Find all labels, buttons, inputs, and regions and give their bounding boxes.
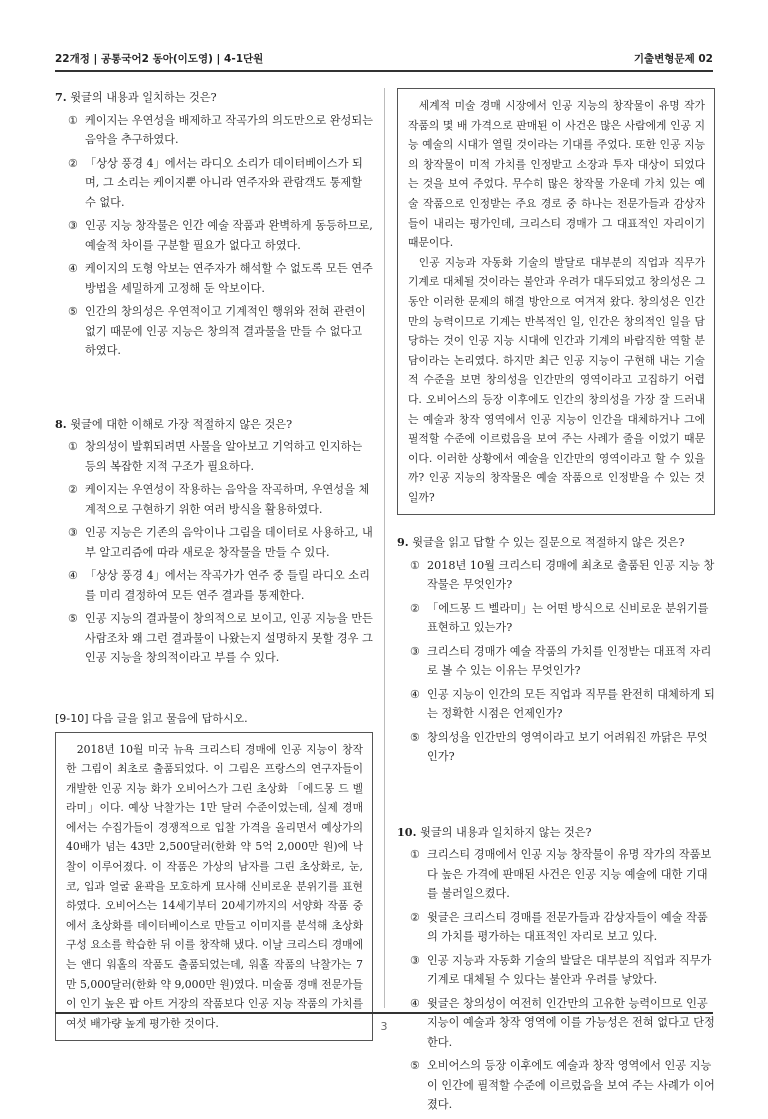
- option-2[interactable]: ② 케이지는 우연성이 작용하는 음악을 작곡하며, 우연성을 체계적으로 구현하기 위한 여러 방식을 활용하였다.: [68, 483, 370, 516]
- question-number: 9.: [397, 535, 409, 550]
- section-title: [9-10] 다음 글을 읽고 물음에 답하시오.: [55, 711, 248, 725]
- passage-section: [55, 710, 373, 1042]
- passage-box-left: [55, 732, 373, 1042]
- question-number: 10.: [397, 824, 417, 839]
- option-5[interactable]: ⑤ 인공 지능의 결과물이 창의적으로 보이고, 인공 지능을 만든 사람조차 왜 그런 결과물이 나왔는지 설명하지 못할 경우 그 인공 지능을 창의적이라고 부를 수 있다.: [68, 612, 373, 664]
- option-4[interactable]: ④ 케이지의 도형 악보는 연주자가 해석할 수 없도록 모든 연주 방법을 세밀하게 고정해 둔 악보이다.: [68, 262, 373, 295]
- left-column: [55, 88, 373, 1041]
- footer-rule: [55, 1012, 713, 1014]
- header-rule: [55, 70, 713, 72]
- option-3[interactable]: ③ 인공 지능 창작물은 인간 예술 작품과 완벽하게 동등하므로, 예술적 차이를 구분할 필요가 없다고 하였다.: [68, 219, 373, 252]
- option-5[interactable]: ⑤ 창의성을 인간만의 영역이라고 보기 어려워진 까닭은 무엇인가?: [410, 730, 708, 764]
- option-1[interactable]: ① 2018년 10월 크리스티 경매에 최초로 출품된 인공 지능 창작물은 무엇인가?: [410, 558, 715, 592]
- question-9: [397, 533, 715, 767]
- option-1[interactable]: ① 케이지는 우연성을 배제하고 작곡가의 의도만으로 완성되는 음악을 추구하였다.: [68, 113, 373, 146]
- option-1[interactable]: ① 창의성이 발휘되려면 사물을 알아보고 기억하고 인지하는 등의 복잡한 지적 구조가 필요하다.: [68, 440, 363, 473]
- header-course-info: 22개정 | 공통국어2 동아(이도영) | 4-1단원: [55, 53, 264, 65]
- header-exam-title: 기출변형문제 02: [633, 53, 713, 65]
- question-stem: 윗글에 대한 이해로 가장 적절하지 않은 것은?: [70, 417, 293, 431]
- option-3[interactable]: ③ 인공 지능과 자동화 기술의 발달은 대부분의 직업과 직무가 기계로 대체될 수 있다는 불안과 우려를 낳았다.: [410, 953, 712, 987]
- right-column: [397, 88, 715, 1119]
- option-4[interactable]: ④ 인공 지능이 인간의 모든 직업과 직무를 완전히 대체하게 되는 정확한 시점은 언제인가?: [410, 687, 715, 721]
- option-3[interactable]: ③ 크리스티 경매가 예술 작품의 가치를 인정받는 대표적 자리로 볼 수 있는 이유는 무엇인가?: [410, 644, 712, 678]
- question-stem: 윗글을 읽고 답할 수 있는 질문으로 적절하지 않은 것은?: [412, 536, 685, 550]
- option-3[interactable]: ③ 인공 지능은 기존의 음악이나 그림을 데이터로 사용하고, 내부 알고리즘에 따라 새로운 창작물을 만들 수 있다.: [68, 526, 373, 559]
- passage-paragraph: 2018년 10월 미국 뉴욕 크리스티 경매에 인공 지능이 창작한 그림이 최초로 출품되었다. 이 그림은 프랑스의 연구자들이 개발한 인공 지능 화가 오비어스가 그린 초상화 「에드몽 드 벨라미」이다. 예상 낙찰가는 1만 달러 수준이었는데, 실제 경매에서는 수집가들이 경쟁적으로 입찰 가격을 올리면서 예상가의 40배가 넘는 43만 2,500달러(한화 약 5억 2,000만 원)에 낙찰이 이루어졌다. 이 작품은 가상의 남자를 그린 초상화로, 눈, 코, 입과 얼굴 윤곽을 모호하게 묘사해 신비로운 분위기를 표현하였다. 오비어스는 14세기부터 20세기까지의 서양화 작품 중에서 초상화를 데이터베이스로 만들고 이미지를 분석해 초상화 구성 요소를 학습한 뒤 이를 창작해 냈다. 이날 크리스티 경매에는 앤디 워홀의 작품도 출품되었는데, 워홀 작품의 낙찰가는 7만 5,000달러(한화 약 9,000만 원)였다. 미술품 경매 전문가들이 인기 높은 팝 아트 거장의 작품보다 인공 지능 작품의 가치를 여섯 배가량 높게 평가한 것이다.: [66, 742, 363, 1030]
- page-header: [55, 47, 713, 69]
- option-1[interactable]: ① 크리스티 경매에서 인공 지능 창작물이 유명 작가의 작품보다 높은 가격에 판매된 사건은 인공 지능 예술에 대한 기대를 불러일으켰다.: [410, 848, 712, 901]
- page-number: 3: [380, 1020, 388, 1033]
- question-number: 8.: [55, 416, 67, 431]
- option-4[interactable]: ④ 「상상 풍경 4」에서는 작곡가가 연주 중 들릴 라디오 소리를 미리 결정하여 모든 연주 결과를 통제한다.: [68, 569, 370, 602]
- passage-paragraph: 세계적 미술 경매 시장에서 인공 지능의 창작물이 유명 작가 작품의 몇 배 가격으로 판매된 이 사건은 많은 사람에게 인공 지능 예술의 시대가 열릴 것이라는 기대를 주었다. 또한 인공 지능의 창작물이 미적 가치를 인정받고 소장과 투자 대상이 되었다는 것을 보여 주었다. 무수히 많은 창작물 가운데 가치 있는 예술 작품으로 인정받는 주요 경로 중 하나는 전문가들과 감상자들이 내리는 평가인데, 크리스티 경매가 그 대표적인 자리이기 때문이다.: [408, 99, 705, 250]
- column-divider: [384, 88, 385, 1008]
- passage-box-right: [397, 88, 715, 515]
- question-stem: 윗글의 내용과 일치하는 것은?: [70, 91, 217, 104]
- option-4[interactable]: ④ 윗글은 창의성이 여전히 인간만의 고유한 능력이므로 인공 지능이 예술과 창작 영역에 이를 가능성은 전혀 없다고 단정한다.: [410, 996, 715, 1049]
- question-7: [55, 88, 373, 361]
- passage-paragraph: 인공 지능과 자동화 기술의 발달로 대부분의 직업과 직무가 기계로 대체될 것이라는 불안과 우려가 대두되었고 창의성은 그동안 이러한 문제의 해결 방안으로 여겨져 왔다. 창의성은 인간만의 능력이므로 기계는 반복적인 일, 인간은 창의적인 일을 담당하는 것이 인공 지능 시대에 인간과 기계의 바람직한 역할 분담이라는 논리였다. 하지만 최근 인공 지능이 구현해 내는 기술적 수준을 보면 창의성을 인간만의 영역이라고 고집하기 어렵다. 오비어스의 등장 이후에도 인간의 창의성을 가장 잘 드러내는 예술과 창작 영역에서 인공 지능이 인간을 대체하거나 그에 필적할 수준에 이르렀음을 보여 주는 사례가 줄을 이었기 때문이다. 이러한 상황에서 예술을 인간만의 영역이라고 할 수 있을까? 인공 지능의 창작물은 예술 작품으로 인정받을 수 있는 것일까?: [408, 255, 705, 504]
- question-8: [55, 415, 373, 668]
- question-number: 7.: [55, 90, 67, 104]
- question-10: [397, 823, 715, 1115]
- option-2[interactable]: ② 「에드몽 드 벨라미」는 어떤 방식으로 신비로운 분위기를 표현하고 있는가?: [410, 601, 709, 635]
- option-5[interactable]: ⑤ 오비어스의 등장 이후에도 예술과 창작 영역에서 인공 지능이 인간에 필적할 수준에 이르렀음을 보여 주는 사례가 이어졌다.: [410, 1059, 715, 1112]
- option-5[interactable]: ⑤ 인간의 창의성은 우연적이고 기계적인 행위와 전혀 관련이 없기 때문에 인공 지능은 창의적 결과물을 만들 수 없다고 하였다.: [68, 305, 366, 357]
- option-2[interactable]: ② 「상상 풍경 4」에서는 라디오 소리가 데이터베이스가 되며, 그 소리는 케이지뿐 아니라 연주자와 관람객도 통제할 수 없다.: [68, 156, 363, 209]
- option-2[interactable]: ② 윗글은 크리스티 경매를 전문가들과 감상자들이 예술 작품의 가치를 평가하는 대표적인 자리로 보고 있다.: [410, 910, 708, 944]
- question-stem: 윗글의 내용과 일치하지 않는 것은?: [420, 825, 592, 839]
